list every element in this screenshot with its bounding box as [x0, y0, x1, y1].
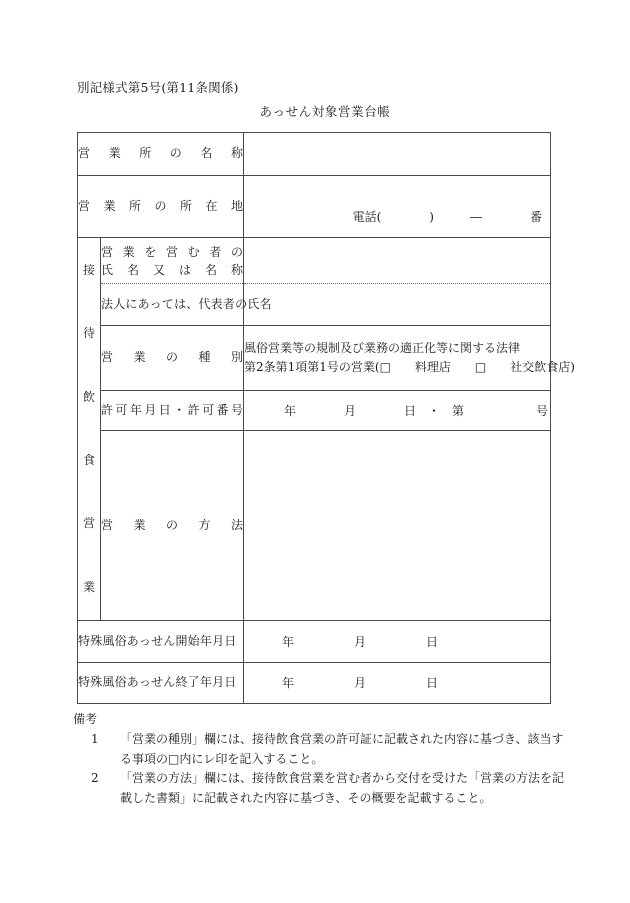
remark-text: 「営業の種別」欄には、接待飲食営業の許可証に記載された内容に基づき、該当する事項の□内にレ印を記入すること。 — [120, 732, 564, 766]
value-business-method[interactable] — [244, 431, 551, 621]
label-mediation-end: 特殊風俗あっせん終了年月日 — [78, 663, 244, 704]
value-business-address[interactable] — [244, 176, 551, 238]
value-mediation-end[interactable]: 年 月 日 — [244, 663, 551, 704]
table-row-business-method — [78, 431, 551, 621]
remarks-section — [73, 710, 573, 808]
table-row-mediation-start — [78, 621, 551, 663]
remark-item — [73, 730, 573, 769]
label-business-type: 営業の種別 — [101, 326, 244, 391]
table-row-business-address — [78, 176, 551, 238]
value-business-type[interactable] — [244, 326, 575, 391]
remark-number: 2 — [91, 771, 99, 786]
table-row-business-name — [78, 133, 551, 176]
side-label-char-4: 営 — [82, 516, 95, 531]
table-row-permit-date-number — [78, 391, 551, 431]
label-operator-name: 営業を営む者の 氏名又は名称 — [101, 238, 244, 284]
value-business-name[interactable] — [244, 133, 551, 176]
form-number: 別記様式第5号(第11条関係) — [77, 80, 239, 95]
table-row-representative-name — [78, 284, 551, 326]
side-label-char-5: 業 — [82, 579, 95, 594]
value-mediation-start[interactable]: 年 月 日 — [244, 621, 551, 663]
business-type-line-1: 風俗営業等の規制及び業務の適正化等に関する法律 — [244, 340, 521, 355]
remark-text: 「営業の方法」欄には、接待飲食営業を営む者から交付を受けた「営業の方法を記載した書類」に記載された内容に基づき、その概要を記載すること。 — [120, 771, 565, 805]
business-ledger-table — [77, 132, 575, 704]
label-business-name: 営業所の名称 — [78, 133, 244, 176]
side-label-char-0: 接 — [82, 263, 95, 278]
table-row-business-type — [78, 326, 551, 391]
telephone-line: 電話( ) ― 番 — [352, 209, 542, 224]
remark-number: 1 — [91, 732, 99, 747]
side-label-char-3: 食 — [82, 453, 95, 468]
value-permit-date-number[interactable]: 年 月 日 ・ 第 号 — [244, 391, 551, 431]
value-operator-name[interactable] — [244, 238, 551, 284]
page-title: あっせん対象営業台帳 — [259, 104, 391, 119]
label-business-method: 営業の方法 — [101, 431, 244, 621]
table-row-operator-name — [78, 238, 551, 284]
vertical-label-text — [78, 239, 100, 619]
label-representative-name: 法人にあっては、代表者の氏名 — [101, 284, 244, 326]
value-representative-name[interactable] — [244, 284, 551, 326]
remarks-title: 備考 — [73, 712, 98, 726]
side-label-char-2: 飲 — [82, 389, 95, 404]
business-type-line-2[interactable]: 第2条第1項第1号の営業(□ 料理店 □ 社交飲食店) — [244, 360, 575, 374]
side-label-entertainment-business — [78, 238, 101, 621]
table-row-mediation-end — [78, 663, 551, 704]
label-mediation-start: 特殊風俗あっせん開始年月日 — [78, 621, 244, 663]
remark-item — [73, 769, 573, 808]
label-permit-date-number: 許可年月日・許可番号 — [101, 391, 244, 431]
side-label-char-1: 待 — [82, 326, 95, 341]
label-business-address: 営業所の所在地 — [78, 176, 244, 238]
